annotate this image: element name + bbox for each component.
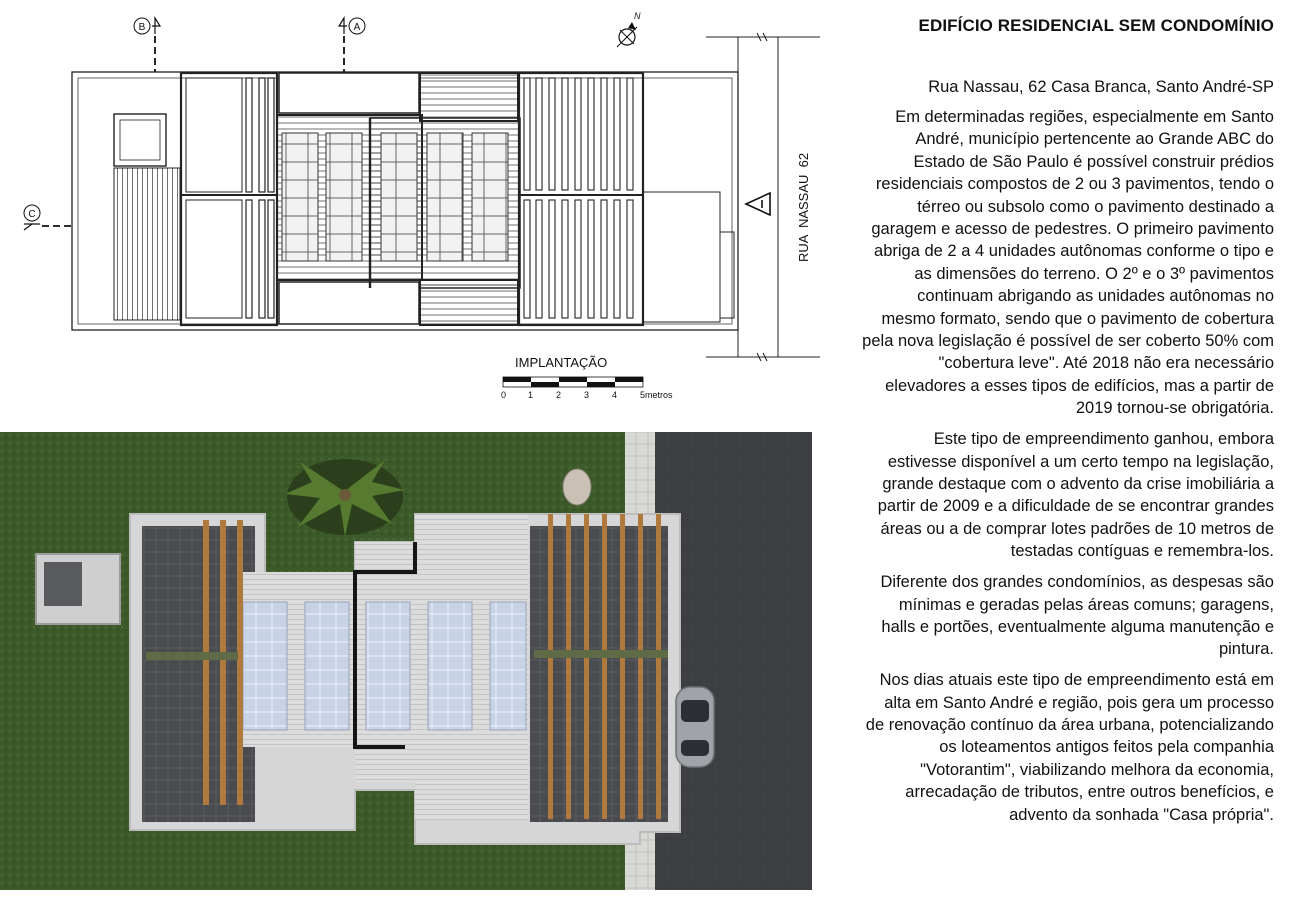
solar-panel [326,133,362,261]
left-annex [114,114,180,320]
street-label: RUA NASSAU 62 [796,152,811,262]
render-solar-panel [490,602,526,730]
section-marker-c-label: C [28,209,36,220]
solar-panel [381,133,417,261]
render-solar-panel [243,602,287,730]
solar-panel [472,133,508,261]
render-solar-panel [305,602,349,730]
parked-car [676,687,714,767]
site-plan-drawing [0,0,840,420]
paragraph: Nos dias atuais este tipo de empreendimento está em alta em Santo André e região, pois gera um processo de renovação contínuo da área urbana, potencializando os loteamentos antigos feitos pela companhia "Votorantim", viabilizando melhora da economia, arrecadação de tributos, entre outros benefícios, e advento da sonhada "Casa própria". [865,671,1274,824]
aerial-render-image [0,432,812,890]
scale-tick: 2 [556,390,562,400]
paragraph: Em determinadas regiões, especialmente em Santo André, município pertencente ao Grande ABC do Estado de São Paulo é possível construir prédios residenciais compostos de 2 ou 3 pavimentos, tendo o térreo ou subsolo como o pavimento destinado a garagem e acesso de pedestres. O primeiro pavimento abriga de 2 a 4 unidades autônomas conforme o tipo e as dimensões do terreno. O 2º e o 3º pavimentos continuam abrigando as unidades autônomas no mesmo formato, sendo que o pavimento de cobertura pela nova legislação é possível de ser coberto 50% com "cobertura leve". Até 2018 não era necessário elevadores a esses tipos de edifícios, mas a partir de 2019 tornou-se obrigatória. [862,108,1274,418]
render-pergola-left [203,520,243,805]
render-solar-panel [366,602,410,730]
scale-title: IMPLANTAÇÃO [515,355,608,370]
description-column [862,0,1274,900]
section-marker-c [24,205,72,230]
north-arrow-icon [617,11,641,47]
scale-tick: 4 [612,390,618,400]
left-block-pergola [246,78,274,318]
north-label: N [634,11,641,21]
scale-tick: 3 [584,390,590,400]
planter-right [534,650,668,658]
right-block [519,73,643,325]
project-address: Rua Nassau, 62 Casa Branca, Santo André-SP [928,78,1274,96]
section-marker-b [134,18,160,72]
right-block-pergola [524,78,633,318]
scale-tick: 1 [528,390,534,400]
page-title: EDIFÍCIO RESIDENCIAL SEM CONDOMÍNIO [918,16,1274,35]
planter-left [146,652,238,660]
paragraph: Este tipo de empreendimento ganhou, embora estivesse disponível a um certo tempo na legislação, grande destaque com o advento da crise imobiliária a partir de 2009 e a dificuldade de se encontrar grandes áreas ou a de comprar lotes padrões de 10 metros de testadas contíguas e remembra-los. [877,430,1274,561]
section-marker-a-label: A [353,22,361,33]
solar-panel [282,133,318,261]
scale-tick: 0 [501,390,507,400]
solar-panel [427,133,463,261]
scale-unit: 5metros [640,390,673,400]
left-block [181,73,277,325]
access-triangle-icon [746,193,770,215]
description-body [862,106,1274,835]
render-solar-panel [428,602,472,730]
section-marker-a [339,18,365,72]
scale-bar [501,355,673,400]
solar-panel-array [282,133,508,261]
paragraph: Diferente dos grandes condomínios, as despesas são mínimas e geradas pelas áreas comuns; garagens, halls e portões, eventualmente alguma manutenção e pintura. [880,573,1274,659]
section-marker-b-label: B [138,22,146,33]
frontage [643,192,734,322]
boulder [563,469,591,505]
